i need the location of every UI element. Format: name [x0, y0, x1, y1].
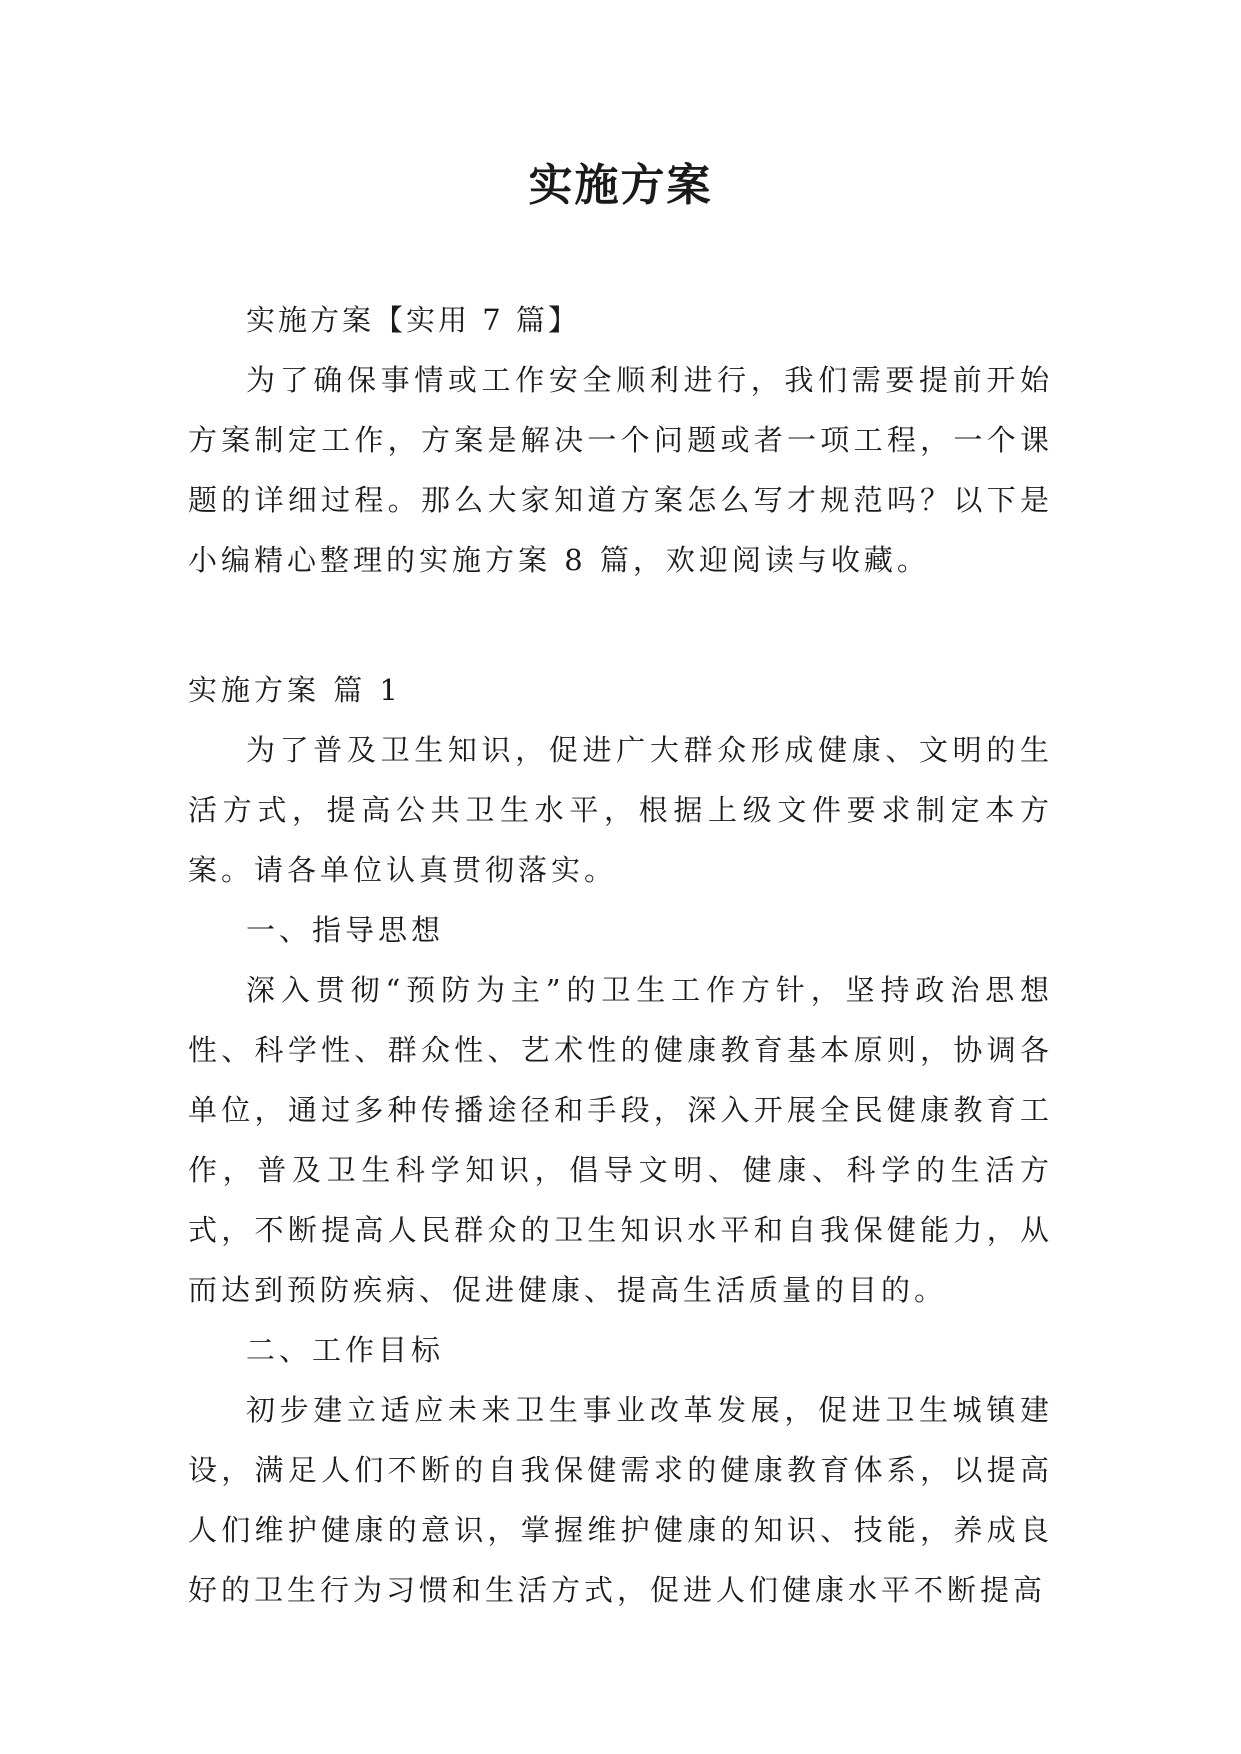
paragraph-1: 为了普及卫生知识，促进广大群众形成健康、文明的生活方式，提高公共卫生水平，根据上级文件要求制定本方案。请各单位认真贯彻落实。: [188, 733, 1053, 887]
section-heading-1: 实施方案 篇 1: [188, 673, 402, 707]
document-body: [188, 290, 1053, 1620]
section-spacer: [188, 590, 1053, 660]
intro-paragraph: 为了确保事情或工作安全顺利进行，我们需要提前开始方案制定工作，方案是解决一个问题或者一项工程，一个课题的详细过程。那么大家知道方案怎么写才规范吗？以下是小编精心整理的实施方案 8 篇，欢迎阅读与收藏。: [188, 363, 1053, 577]
document-title: 实施方案: [528, 160, 713, 211]
subheading-work-goals: 二、工作目标: [246, 1333, 445, 1367]
subheading-guiding-thought: 一、指导思想: [246, 913, 445, 947]
paragraph-2: 深入贯彻“预防为主”的卫生工作方针，坚持政治思想性、科学性、群众性、艺术性的健康教育基本原则，协调各单位，通过多种传播途径和手段，深入开展全民健康教育工作，普及卫生科学知识，倡导文明、健康、科学的生活方式，不断提高人民群众的卫生知识水平和自我保健能力，从而达到预防疾病、促进健康、提高生活质量的目的。: [188, 973, 1053, 1307]
paragraph-3: 初步建立适应未来卫生事业改革发展，促进卫生城镇建设，满足人们不断的自我保健需求的健康教育体系，以提高人们维护健康的意识，掌握维护健康的知识、技能，养成良好的卫生行为习惯和生活方式，促进人们健康水平不断提高: [188, 1393, 1053, 1607]
document-subtitle: 实施方案【实用 7 篇】: [246, 303, 580, 337]
